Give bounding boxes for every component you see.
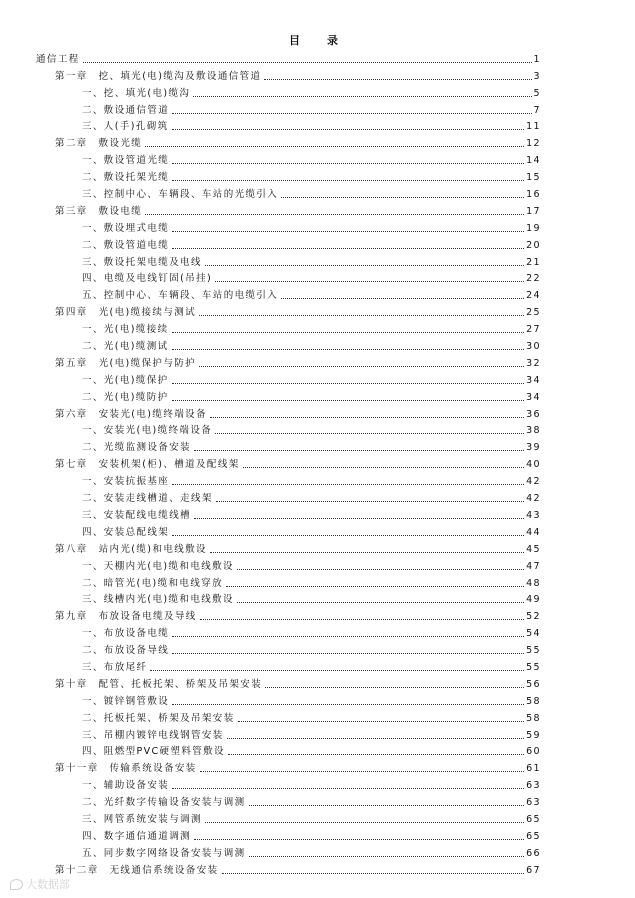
toc-entry-title: 一、挖、填光(电)缆沟 [82,87,191,99]
toc-entry-title: 二、光(电)缆防护 [82,391,169,403]
toc-section-entry [0,657,635,674]
toc-entry-page-number: 27 [526,324,541,336]
toc-entry-title: 一、布放设备电缆 [82,628,170,640]
dot-leader [200,771,524,772]
dot-leader [172,248,524,249]
toc-entry-page-number: 61 [526,763,541,775]
toc-entry-page-number: 38 [526,425,541,437]
toc-entry-title: 一、光(电)缆保护 [82,374,169,386]
toc-section-entry [0,252,635,269]
dot-leader [243,467,524,468]
toc-chapter-entry [0,66,635,83]
toc-entry-title: 二、敷设托架光缆 [82,172,170,184]
dot-leader [172,129,525,130]
toc-entry-title: 一、敷设埋式电缆 [82,222,170,234]
toc-entry-page-number: 3 [533,70,541,82]
toc-entry-page-number: 16 [526,189,541,201]
dot-leader [215,433,524,434]
toc-entry-page-number: 63 [526,797,541,809]
toc-entry-title: 第十二章 无线通信系统设备安装 [55,864,219,876]
toc-section-entry [0,370,635,387]
toc-section-entry [0,792,635,809]
toc-entry-title: 二、暗管光(电)缆和电线穿放 [82,577,224,589]
toc-entry-title: 二、光缆监测设备安装 [82,442,192,454]
dot-leader [281,298,524,299]
toc-entry-page-number: 59 [526,729,541,741]
toc-chapter-entry [0,302,635,319]
toc-entry-title: 一、安装光(电)缆终端设备 [82,425,213,437]
dot-leader [216,501,524,502]
dot-leader [264,79,531,80]
toc-entry-page-number: 19 [526,222,541,234]
toc-entry-title: 二、布放设备导线 [82,645,170,657]
toc-entry-title: 二、光纤数字传输设备安装与调测 [82,797,246,809]
dot-leader [172,788,524,789]
toc-entry-title: 三、安装配线电缆线槽 [82,509,192,521]
dot-leader [215,281,524,282]
dot-leader [249,805,525,806]
toc-entry-page-number: 65 [526,813,541,825]
toc-entry-page-number: 1 [533,53,541,65]
toc-entry-title: 第六章 安装光(电)缆终端设备 [55,408,207,420]
toc-section-entry [0,387,635,404]
toc-section-entry [0,573,635,590]
toc-entry-page-number: 20 [526,239,541,251]
toc-entry-title: 第三章 敷设电缆 [55,205,143,217]
toc-entry-title: 二、托板托架、桥架及吊架安装 [82,712,235,724]
toc-section-entry [0,488,635,505]
toc-entry-page-number: 21 [526,256,541,268]
toc-entry-title: 三、布放尾纤 [82,661,148,673]
toc-entry-page-number: 55 [526,645,541,657]
toc-entry-page-number: 48 [526,577,541,589]
toc-entry-page-number: 58 [526,695,541,707]
toc-entry-title: 第二章 敷设光缆 [55,138,143,150]
toc-section-entry [0,471,635,488]
dot-leader [172,636,524,637]
toc-chapter-entry [0,353,635,370]
toc-entry-title: 三、网管系统安装与调测 [82,813,202,825]
toc-entry-page-number: 55 [526,661,541,673]
toc-entry-title: 二、光(电)缆测试 [82,341,169,353]
toc-part-entry [0,49,635,66]
toc-entry-title: 四、电缆及电线钉固(吊挂) [82,273,213,285]
toc-entry-title: 一、天棚内光(电)缆和电线敷设 [82,560,234,572]
dot-leader [172,400,525,401]
toc-section-entry [0,556,635,573]
toc-entry-title: 一、安装抗振基座 [82,476,170,488]
table-of-contents [0,49,635,877]
toc-entry-page-number: 12 [526,138,541,150]
toc-section-entry [0,522,635,539]
dot-leader [238,721,525,722]
toc-section-entry [0,590,635,607]
toc-section-entry [0,809,635,826]
dot-leader [172,704,524,705]
speech-bubble-icon [10,879,23,890]
toc-chapter-entry [0,860,635,877]
toc-entry-page-number: 34 [526,374,541,386]
toc-section-entry [0,117,635,134]
toc-entry-title: 第十章 配管、托板托架、桥架及吊架安装 [55,678,263,690]
dot-leader [145,146,524,147]
toc-chapter-entry [0,133,635,150]
toc-entry-page-number: 32 [526,357,541,369]
toc-entry-title: 四、阻燃型PVC硬塑料管敷设 [82,746,225,758]
toc-section-entry [0,336,635,353]
toc-entry-title: 二、安装走线槽道、走线架 [82,493,213,505]
toc-section-entry [0,775,635,792]
toc-section-entry [0,285,635,302]
dot-leader [194,450,524,451]
toc-section-entry [0,269,635,286]
toc-entry-page-number: 56 [526,678,541,690]
toc-entry-page-number: 47 [526,560,541,572]
toc-entry-title: 一、辅助设备安装 [82,780,170,792]
toc-entry-title: 第五章 光(电)缆保护与防护 [55,357,197,369]
dot-leader [193,96,531,97]
toc-entry-page-number: 17 [526,205,541,217]
dot-leader [199,315,524,316]
toc-entry-page-number: 7 [533,104,541,116]
toc-section-entry [0,167,635,184]
toc-entry-page-number: 14 [526,155,541,167]
dot-leader [210,417,524,418]
toc-entry-title: 第一章 挖、填光(电)缆沟及敷设通信管道 [55,70,262,82]
toc-chapter-entry [0,454,635,471]
toc-entry-page-number: 11 [526,121,541,133]
toc-chapter-entry [0,404,635,421]
toc-entry-page-number: 42 [526,493,541,505]
toc-entry-title: 三、吊棚内镀锌电线钢管安装 [82,729,224,741]
dot-leader [205,265,524,266]
toc-entry-title: 五、控制中心、车辆段、车站的电缆引入 [82,290,279,302]
toc-entry-title: 三、线槽内光(电)缆和电线敷设 [82,594,234,606]
page-title: 目 录 [289,34,346,47]
dot-leader [210,552,524,553]
toc-chapter-entry [0,758,635,775]
toc-entry-page-number: 66 [526,847,541,859]
dot-leader [281,197,524,198]
watermark [10,876,70,892]
dot-leader [172,113,531,114]
dot-leader [172,349,525,350]
toc-entry-title: 第七章 安装机架(柜)、槽道及配线架 [55,459,240,471]
toc-entry-page-number: 22 [526,273,541,285]
toc-section-entry [0,623,635,640]
toc-chapter-entry [0,674,635,691]
toc-section-entry [0,826,635,843]
toc-entry-page-number: 52 [526,611,541,623]
toc-entry-title: 三、控制中心、车辆段、车站的光缆引入 [82,189,279,201]
toc-chapter-entry [0,539,635,556]
dot-leader [194,518,524,519]
toc-entry-page-number: 45 [526,543,541,555]
toc-entry-title: 三、人(手)孔砌筑 [82,121,169,133]
toc-entry-page-number: 40 [526,459,541,471]
toc-entry-page-number: 36 [526,408,541,420]
dot-leader [227,738,524,739]
toc-chapter-entry [0,606,635,623]
toc-section-entry [0,218,635,235]
dot-leader [222,873,525,874]
toc-entry-page-number: 60 [526,746,541,758]
toc-section-entry [0,505,635,522]
dot-leader [249,856,525,857]
toc-section-entry [0,319,635,336]
dot-leader [194,839,524,840]
dot-leader [226,586,524,587]
toc-entry-page-number: 44 [526,526,541,538]
toc-entry-page-number: 67 [526,864,541,876]
toc-entry-page-number: 34 [526,391,541,403]
toc-section-entry [0,742,635,759]
toc-entry-title: 一、镀锌钢管敷设 [82,695,170,707]
dot-leader [237,569,524,570]
toc-entry-page-number: 49 [526,594,541,606]
toc-entry-page-number: 54 [526,628,541,640]
dot-leader [145,214,524,215]
toc-entry-page-number: 25 [526,307,541,319]
dot-leader [150,670,524,671]
toc-section-entry [0,708,635,725]
toc-entry-title: 一、光(电)缆接续 [82,324,169,336]
toc-section-entry [0,83,635,100]
toc-section-entry [0,421,635,438]
dot-leader [172,180,524,181]
dot-leader [172,231,524,232]
dot-leader [172,332,525,333]
toc-entry-title: 三、敷设托架电缆及电线 [82,256,202,268]
toc-entry-page-number: 39 [526,442,541,454]
toc-entry-page-number: 24 [526,290,541,302]
toc-section-entry [0,150,635,167]
toc-entry-title: 五、同步数字网络设备安装与调测 [82,847,246,859]
toc-entry-page-number: 63 [526,780,541,792]
dot-leader [172,653,524,654]
toc-section-entry [0,437,635,454]
dot-leader [228,754,524,755]
toc-entry-title: 第八章 站内光(缆)和电线敷设 [55,543,207,555]
watermark-text: 大数据部 [26,878,70,891]
toc-section-entry [0,640,635,657]
toc-entry-title: 一、敷设管道光缆 [82,155,170,167]
dot-leader [172,484,524,485]
toc-section-entry [0,843,635,860]
dot-leader [265,687,524,688]
toc-entry-page-number: 43 [526,509,541,521]
dot-leader [83,62,532,63]
dot-leader [172,383,525,384]
toc-entry-title: 四、安装总配线架 [82,526,170,538]
dot-leader [237,602,524,603]
toc-entry-title: 第四章 光(电)缆接续与测试 [55,307,197,319]
toc-entry-title: 第十一章 传输系统设备安装 [55,763,197,775]
toc-section-entry [0,691,635,708]
toc-entry-title: 二、敷设管道电缆 [82,239,170,251]
toc-section-entry [0,100,635,117]
toc-entry-page-number: 58 [526,712,541,724]
toc-section-entry [0,725,635,742]
toc-entry-page-number: 5 [533,87,541,99]
toc-section-entry [0,235,635,252]
dot-leader [172,163,524,164]
toc-entry-page-number: 15 [526,172,541,184]
dot-leader [199,366,524,367]
toc-chapter-entry [0,201,635,218]
toc-entry-page-number: 65 [526,830,541,842]
toc-entry-title: 二、敷设通信管道 [82,104,170,116]
toc-entry-title: 四、数字通信通道调测 [82,830,192,842]
dot-leader [200,619,524,620]
toc-entry-title: 通信工程 [36,53,80,65]
dot-leader [172,535,524,536]
dot-leader [205,822,524,823]
toc-entry-page-number: 30 [526,341,541,353]
toc-entry-title: 第九章 布放设备电缆及导线 [55,611,197,623]
toc-entry-page-number: 42 [526,476,541,488]
toc-section-entry [0,184,635,201]
